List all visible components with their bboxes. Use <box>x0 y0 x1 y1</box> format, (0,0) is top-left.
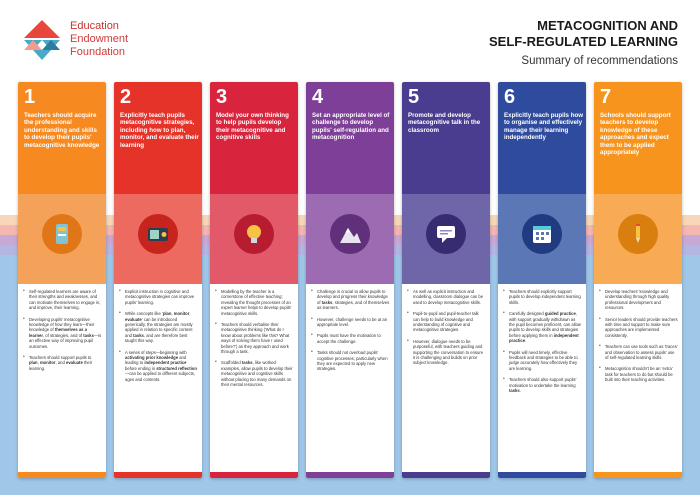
org-line-3: Foundation <box>70 46 126 58</box>
bullet-item: • While concepts like 'plan, monitor, evaluate' can be introduced generically, the strategies are mostly applied in relation to specific content and tasks, and are therefore best taught this way. <box>119 311 198 343</box>
recommendation-heading: Schools should support teachers to develop knowledge of these approaches and expect them to be applied appropriately <box>600 112 671 157</box>
card-header <box>498 82 586 194</box>
recommendation-number: 1 <box>24 86 36 108</box>
bullet-list <box>311 289 390 372</box>
bullet-item: • Developing pupils' metacognitive knowledge of how they learn—their knowledge of themselves as a learner, of strategies, and of tasks—is an effective way of improving pupil outcomes. <box>23 317 102 349</box>
recommendation-number: 5 <box>408 86 420 108</box>
card-header <box>114 82 202 194</box>
icon-band <box>210 194 298 284</box>
recommendation-card <box>402 82 490 478</box>
recommendation-number: 6 <box>504 86 516 108</box>
lightbulb-icon <box>234 214 274 254</box>
calendar-icon <box>522 214 562 254</box>
bullet-list <box>119 289 198 382</box>
bullet-list <box>215 289 294 388</box>
bullet-list <box>23 289 102 371</box>
subtitle: Summary of recommendations <box>521 55 678 67</box>
recommendation-number: 4 <box>312 86 324 108</box>
bullet-item: • Modelling by the teacher is a cornerstone of effective teaching; revealing the thought processes of an expert learner helps to develop pupils' metacognitive skills. <box>215 289 294 316</box>
icon-band <box>18 194 106 284</box>
eef-logo-icon <box>22 18 62 62</box>
org-line-1: Education <box>70 20 119 32</box>
card-header <box>18 82 106 194</box>
recommendation-card <box>498 82 586 478</box>
bullet-list <box>503 289 582 394</box>
bullet-item: • Metacognition shouldn't be an 'extra' task for teachers to do but should be built into their teaching activities. <box>599 366 678 382</box>
document-title <box>378 18 678 67</box>
card-body <box>114 284 202 478</box>
bullet-item: • Explicit instruction in cognitive and metacognitive strategies can improve pupils' learning. <box>119 289 198 305</box>
bullet-item: • Teachers can use tools such as 'traces' and observation to assess pupils' use of self-regulated learning skills. <box>599 344 678 360</box>
bullet-item: • Carefully designed guided practice, with support gradually withdrawn as the pupil becomes proficient, can allow pupils to develop skills and strategies before applying them in independent practice. <box>503 311 582 343</box>
bullet-item: • Scaffolded tasks, like worked examples, allow pupils to develop their metacognitive and cognitive skills without placing too many demands on their mental resources. <box>215 360 294 387</box>
bullet-item: • Teachers should support pupils to plan, monitor, and evaluate their learning. <box>23 355 102 371</box>
radio-icon <box>138 214 178 254</box>
book-icon <box>42 214 82 254</box>
bullet-item: • Develop teachers' knowledge and understanding through high quality professional development and resources. <box>599 289 678 311</box>
bullet-item: • However, challenge needs to be at an appropriate level. <box>311 317 390 328</box>
bullet-list <box>407 289 486 366</box>
header <box>0 0 700 80</box>
icon-band <box>594 194 682 284</box>
recommendation-heading: Explicitly teach pupils how to organise and effectively manage their learning independently <box>504 112 584 142</box>
card-body <box>498 284 586 478</box>
icon-band <box>114 194 202 284</box>
card-footer <box>18 472 106 478</box>
bullet-item: • Tasks should not overload pupils' cognitive processes, particularly when they are expected to apply new strategies. <box>311 350 390 372</box>
card-body <box>210 284 298 478</box>
recommendation-number: 2 <box>120 86 132 108</box>
bullet-item: • Teachers should verbalise their metacognitive thinking ('What do I know about problems like this? What ways of solving them have I used before?') as they approach and work through a task. <box>215 322 294 354</box>
card-footer <box>210 472 298 478</box>
recommendation-heading: Model your own thinking to help pupils develop their metacognitive and cognitive skills <box>216 112 289 142</box>
card-footer <box>498 472 586 478</box>
card-footer <box>594 472 682 478</box>
recommendation-heading: Set an appropriate level of challenge to develop pupils' self-regulation and metacognition <box>312 112 390 142</box>
card-header <box>594 82 682 194</box>
org-line-2: Endowment <box>70 33 129 45</box>
mountain-icon <box>330 214 370 254</box>
card-footer <box>306 472 394 478</box>
recommendation-heading: Explicitly teach pupils metacognitive strategies, including how to plan, monitor, and evaluate their learning <box>120 112 199 149</box>
card-body <box>402 284 490 478</box>
recommendation-card <box>114 82 202 478</box>
pencil-icon <box>618 214 658 254</box>
org-name <box>70 20 128 59</box>
title-line-2: SELF-REGULATED LEARNING <box>489 34 678 49</box>
bullet-item: • Self-regulated learners are aware of their strengths and weaknesses, and can motivate themselves to engage in, and improve, their learning. <box>23 289 102 311</box>
icon-band <box>306 194 394 284</box>
icon-band <box>498 194 586 284</box>
bullet-item: • Pupils will need timely, effective feedback and strategies to be able to judge accurately how effectively they are learning. <box>503 350 582 372</box>
card-footer <box>114 472 202 478</box>
bullet-item: • However, dialogue needs to be purposeful, with teachers guiding and supporting the conversation to ensure it is challenging and builds on prior subject knowledge. <box>407 339 486 366</box>
card-header <box>402 82 490 194</box>
bullet-item: • Pupil-to-pupil and pupil-teacher talk can help to build knowledge and understanding of cognitive and metacognitive strategies. <box>407 311 486 333</box>
recommendation-heading: Promote and develop metacognitive talk in the classroom <box>408 112 481 134</box>
recommendation-number: 7 <box>600 86 612 108</box>
bullet-item: • Challenge is crucial to allow pupils to develop and progress their knowledge of tasks, strategies, and of themselves as learners. <box>311 289 390 311</box>
bullet-item: • As well as explicit instruction and modelling, classroom dialogue can be used to develop metacognitive skills. <box>407 289 486 305</box>
bullet-item: • Pupils must have the motivation to accept the challenge. <box>311 333 390 344</box>
recommendation-card <box>594 82 682 478</box>
card-body <box>306 284 394 478</box>
card-header <box>210 82 298 194</box>
card-body <box>594 284 682 478</box>
recommendation-heading: Teachers should acquire the professional understanding and skills to develop their pupils' metacognitive knowledge <box>24 112 100 149</box>
recommendation-card <box>306 82 394 478</box>
icon-band <box>402 194 490 284</box>
card-body <box>18 284 106 478</box>
bullet-item: • Teachers should also support pupils' motivation to undertake the learning tasks. <box>503 377 582 393</box>
recommendations <box>18 82 684 482</box>
recommendation-card <box>18 82 106 478</box>
title-line-1: METACOGNITION AND <box>537 18 678 33</box>
recommendation-number: 3 <box>216 86 228 108</box>
bullet-item: • Senior leaders should provide teachers with time and support to make sure approaches are implemented consistently. <box>599 317 678 339</box>
card-header <box>306 82 394 194</box>
speech-bubble-icon <box>426 214 466 254</box>
bullet-item: • Teachers should explicitly support pupils to develop independent learning skills. <box>503 289 582 305</box>
card-footer <box>402 472 490 478</box>
bullet-item: • A series of steps—beginning with activating prior knowledge and leading to independent practice before ending in structured reflection—can be applied to different subjects, ages and contents. <box>119 350 198 382</box>
recommendation-card <box>210 82 298 478</box>
bullet-list <box>599 289 678 383</box>
